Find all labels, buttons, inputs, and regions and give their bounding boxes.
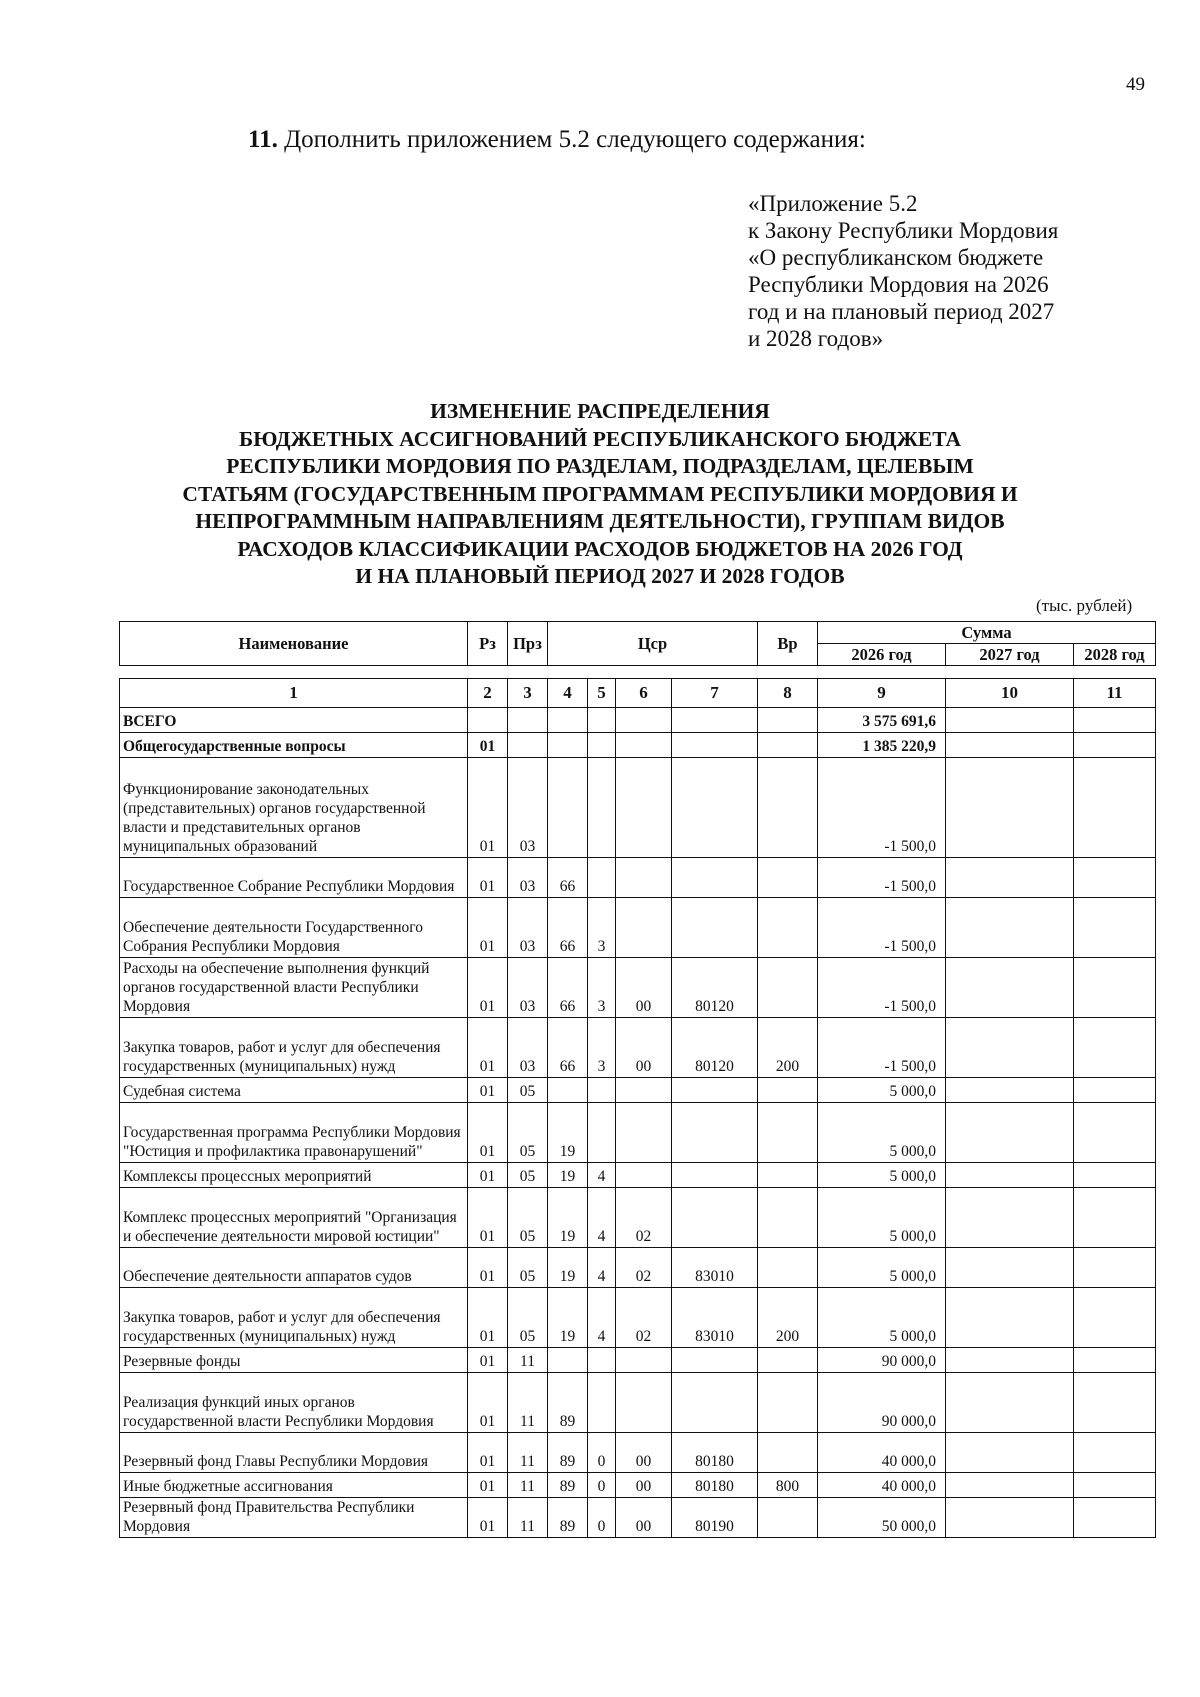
cell-sum-2028 [1074, 1018, 1156, 1078]
cell-sum-2027 [946, 898, 1074, 958]
cell-prz [508, 733, 548, 758]
document-title [130, 398, 1070, 591]
appendix-line: год и на плановый период 2027 [748, 299, 1055, 324]
cell-rz: 01 [468, 1018, 508, 1078]
cell-csr-program: 89 [548, 1498, 588, 1538]
cell-csr-subprogram [616, 1348, 672, 1373]
title-line: СТАТЬЯМ (ГОСУДАРСТВЕННЫМ ПРОГРАММАМ РЕСПУБЛИКИ МОРДОВИЯ И [182, 481, 1018, 506]
intro-number: 11. [248, 126, 278, 153]
header-2027: 2027 год [946, 644, 1074, 666]
cell-csr-subprogram [616, 1078, 672, 1103]
cell-csr-type: 3 [588, 958, 616, 1018]
row-name: Общегосударственные вопросы [120, 733, 468, 758]
table-row [120, 1473, 1156, 1498]
header-name: Наименование [120, 622, 468, 666]
cell-csr-type: 0 [588, 1498, 616, 1538]
cell-csr-program: 19 [548, 1163, 588, 1188]
cell-rz: 01 [468, 858, 508, 898]
cell-sum-2028 [1074, 898, 1156, 958]
cell-sum-2026: 1 385 220,9 [818, 733, 946, 758]
cell-csr-program: 89 [548, 1473, 588, 1498]
cell-sum-2028 [1074, 1078, 1156, 1103]
cell-sum-2027 [946, 1288, 1074, 1348]
cell-prz: 03 [508, 758, 548, 858]
table-row [120, 1188, 1156, 1248]
cell-prz: 03 [508, 1018, 548, 1078]
row-name: ВСЕГО [120, 708, 468, 733]
cell-csr-program: 66 [548, 858, 588, 898]
row-name: Расходы на обеспечение выполнения функций органов государственной власти Республики Мордовия [120, 958, 468, 1018]
cell-sum-2026: 5 000,0 [818, 1188, 946, 1248]
table-row [120, 1348, 1156, 1373]
cell-csr-direction: 80180 [672, 1473, 758, 1498]
cell-rz: 01 [468, 1103, 508, 1163]
cell-prz: 11 [508, 1373, 548, 1433]
cell-vr [758, 1188, 818, 1248]
cell-sum-2028 [1074, 858, 1156, 898]
cell-csr-type: 3 [588, 1018, 616, 1078]
cell-sum-2028 [1074, 1288, 1156, 1348]
column-number: 1 [120, 679, 468, 708]
table-row [120, 1288, 1156, 1348]
cell-csr-direction: 83010 [672, 1288, 758, 1348]
row-name: Резервные фонды [120, 1348, 468, 1373]
cell-csr-type [588, 1103, 616, 1163]
table-row [120, 733, 1156, 758]
cell-sum-2026: -1 500,0 [818, 898, 946, 958]
column-number: 8 [758, 679, 818, 708]
column-number: 9 [818, 679, 946, 708]
cell-sum-2026: -1 500,0 [818, 858, 946, 898]
appendix-header [748, 190, 1168, 352]
cell-sum-2026: 5 000,0 [818, 1163, 946, 1188]
cell-vr [758, 1103, 818, 1163]
title-line: РАСХОДОВ КЛАССИФИКАЦИИ РАСХОДОВ БЮДЖЕТОВ НА 2026 ГОД [237, 536, 963, 561]
cell-sum-2028 [1074, 758, 1156, 858]
cell-sum-2028 [1074, 1348, 1156, 1373]
cell-vr [758, 708, 818, 733]
cell-sum-2028 [1074, 1103, 1156, 1163]
column-number: 5 [588, 679, 616, 708]
cell-sum-2027 [946, 1348, 1074, 1373]
cell-csr-subprogram [616, 898, 672, 958]
cell-csr-type: 0 [588, 1433, 616, 1473]
cell-csr-program [548, 708, 588, 733]
cell-prz: 03 [508, 858, 548, 898]
table-row [120, 1248, 1156, 1288]
page-number: 49 [1126, 74, 1145, 95]
cell-sum-2026: 3 575 691,6 [818, 708, 946, 733]
header-rz: Рз [468, 622, 508, 666]
cell-csr-program: 66 [548, 958, 588, 1018]
cell-rz: 01 [468, 1188, 508, 1248]
cell-csr-subprogram [616, 733, 672, 758]
column-number: 6 [616, 679, 672, 708]
cell-vr [758, 1433, 818, 1473]
cell-csr-subprogram [616, 758, 672, 858]
table-row [120, 1498, 1156, 1538]
cell-sum-2027 [946, 733, 1074, 758]
cell-csr-program [548, 758, 588, 858]
column-number: 3 [508, 679, 548, 708]
column-numbers-row [120, 679, 1156, 708]
appendix-line: «Приложение 5.2 [748, 191, 918, 216]
cell-vr [758, 1248, 818, 1288]
cell-sum-2027 [946, 1188, 1074, 1248]
cell-csr-subprogram: 00 [616, 1018, 672, 1078]
title-line: И НА ПЛАНОВЫЙ ПЕРИОД 2027 И 2028 ГОДОВ [355, 564, 845, 588]
cell-csr-direction: 83010 [672, 1248, 758, 1288]
table-header [119, 621, 1156, 666]
cell-csr-type: 0 [588, 1473, 616, 1498]
row-name: Резервный фонд Правительства Республики Мордовия [120, 1498, 468, 1538]
cell-sum-2028 [1074, 1163, 1156, 1188]
cell-csr-program: 89 [548, 1433, 588, 1473]
cell-csr-direction [672, 708, 758, 733]
cell-sum-2027 [946, 1498, 1074, 1538]
title-line: ИЗМЕНЕНИЕ РАСПРЕДЕЛЕНИЯ [430, 399, 770, 423]
cell-vr [758, 1348, 818, 1373]
cell-vr [758, 733, 818, 758]
appendix-line: и 2028 годов» [748, 326, 884, 351]
cell-csr-type [588, 758, 616, 858]
column-number: 10 [946, 679, 1074, 708]
cell-rz: 01 [468, 1078, 508, 1103]
cell-rz: 01 [468, 1433, 508, 1473]
cell-rz: 01 [468, 1373, 508, 1433]
cell-vr [758, 1498, 818, 1538]
cell-csr-program [548, 1078, 588, 1103]
cell-csr-subprogram: 00 [616, 1473, 672, 1498]
cell-csr-subprogram [616, 1163, 672, 1188]
cell-vr: 200 [758, 1018, 818, 1078]
row-name: Комплекс процессных мероприятий "Организация и обеспечение деятельности мировой юстиции" [120, 1188, 468, 1248]
row-name: Обеспечение деятельности аппаратов судов [120, 1248, 468, 1288]
cell-csr-type [588, 858, 616, 898]
cell-vr [758, 1373, 818, 1433]
cell-csr-direction: 80190 [672, 1498, 758, 1538]
row-name: Комплексы процессных мероприятий [120, 1163, 468, 1188]
cell-sum-2027 [946, 1433, 1074, 1473]
cell-sum-2026: 40 000,0 [818, 1473, 946, 1498]
cell-prz: 11 [508, 1473, 548, 1498]
cell-sum-2027 [946, 1078, 1074, 1103]
table-row [120, 1163, 1156, 1188]
cell-prz: 11 [508, 1433, 548, 1473]
table-row [120, 758, 1156, 858]
cell-sum-2027 [946, 1103, 1074, 1163]
cell-csr-direction [672, 898, 758, 958]
row-name: Функционирование законодательных (представительных) органов государственной власти и представительных органов муниципальных образований [120, 758, 468, 858]
row-name: Государственное Собрание Республики Мордовия [120, 858, 468, 898]
cell-prz: 03 [508, 898, 548, 958]
table-row [120, 1018, 1156, 1078]
cell-csr-subprogram: 02 [616, 1288, 672, 1348]
cell-rz: 01 [468, 1498, 508, 1538]
cell-sum-2028 [1074, 1188, 1156, 1248]
cell-prz: 05 [508, 1163, 548, 1188]
cell-csr-subprogram: 00 [616, 958, 672, 1018]
cell-csr-program [548, 733, 588, 758]
cell-sum-2028 [1074, 1248, 1156, 1288]
cell-csr-direction [672, 1348, 758, 1373]
cell-vr [758, 1078, 818, 1103]
cell-csr-direction [672, 1188, 758, 1248]
cell-csr-direction [672, 1103, 758, 1163]
cell-csr-direction [672, 758, 758, 858]
header-sum: Сумма [818, 622, 1156, 644]
cell-sum-2026: 40 000,0 [818, 1433, 946, 1473]
cell-sum-2027 [946, 958, 1074, 1018]
cell-vr: 200 [758, 1288, 818, 1348]
cell-prz: 05 [508, 1078, 548, 1103]
cell-csr-type: 3 [588, 898, 616, 958]
cell-rz: 01 [468, 1163, 508, 1188]
cell-prz: 03 [508, 958, 548, 1018]
table-row [120, 1373, 1156, 1433]
cell-csr-type [588, 733, 616, 758]
cell-rz: 01 [468, 1288, 508, 1348]
row-name: Обеспечение деятельности Государственного Собрания Республики Мордовия [120, 898, 468, 958]
cell-csr-program: 19 [548, 1188, 588, 1248]
cell-csr-subprogram: 02 [616, 1188, 672, 1248]
header-2028: 2028 год [1074, 644, 1156, 666]
title-line: БЮДЖЕТНЫХ АССИГНОВАНИЙ РЕСПУБЛИКАНСКОГО БЮДЖЕТА [239, 426, 961, 451]
cell-csr-subprogram: 02 [616, 1248, 672, 1288]
cell-rz: 01 [468, 1348, 508, 1373]
row-name: Иные бюджетные ассигнования [120, 1473, 468, 1498]
intro-paragraph [248, 126, 866, 154]
cell-csr-direction [672, 1163, 758, 1188]
cell-csr-type [588, 1373, 616, 1433]
cell-csr-subprogram [616, 708, 672, 733]
cell-rz [468, 708, 508, 733]
column-number: 7 [672, 679, 758, 708]
cell-rz: 01 [468, 898, 508, 958]
cell-sum-2028 [1074, 1373, 1156, 1433]
cell-sum-2028 [1074, 958, 1156, 1018]
cell-prz: 11 [508, 1348, 548, 1373]
title-line: НЕПРОГРАММНЫМ НАПРАВЛЕНИЯМ ДЕЯТЕЛЬНОСТИ), ГРУППАМ ВИДОВ [195, 509, 1005, 533]
table-row [120, 958, 1156, 1018]
cell-csr-type: 4 [588, 1188, 616, 1248]
cell-csr-subprogram: 00 [616, 1433, 672, 1473]
column-number: 4 [548, 679, 588, 708]
cell-csr-type [588, 1078, 616, 1103]
cell-prz: 11 [508, 1498, 548, 1538]
header-vr: Вр [758, 622, 818, 666]
cell-prz: 05 [508, 1188, 548, 1248]
header-2026: 2026 год [818, 644, 946, 666]
cell-csr-type: 4 [588, 1288, 616, 1348]
cell-sum-2028 [1074, 1433, 1156, 1473]
column-number: 2 [468, 679, 508, 708]
appendix-line: Республики Мордовия на 2026 [748, 272, 1049, 297]
cell-sum-2028 [1074, 708, 1156, 733]
table-row [120, 1078, 1156, 1103]
cell-sum-2027 [946, 758, 1074, 858]
cell-csr-program: 19 [548, 1288, 588, 1348]
cell-vr [758, 898, 818, 958]
cell-csr-program: 19 [548, 1248, 588, 1288]
cell-sum-2026: 50 000,0 [818, 1498, 946, 1538]
cell-vr [758, 1163, 818, 1188]
cell-prz: 05 [508, 1288, 548, 1348]
cell-sum-2027 [946, 1473, 1074, 1498]
cell-csr-subprogram [616, 858, 672, 898]
cell-sum-2026: -1 500,0 [818, 758, 946, 858]
row-name: Реализация функций иных органов государственной власти Республики Мордовия [120, 1373, 468, 1433]
title-line: РЕСПУБЛИКИ МОРДОВИЯ ПО РАЗДЕЛАМ, ПОДРАЗДЕЛАМ, ЦЕЛЕВЫМ [226, 454, 974, 478]
row-name: Судебная система [120, 1078, 468, 1103]
cell-sum-2027 [946, 708, 1074, 733]
table-row [120, 858, 1156, 898]
cell-prz: 05 [508, 1248, 548, 1288]
row-name: Закупка товаров, работ и услуг для обеспечения государственных (муниципальных) нужд [120, 1288, 468, 1348]
cell-csr-program: 66 [548, 898, 588, 958]
cell-sum-2027 [946, 858, 1074, 898]
appendix-line: «О республиканском бюджете [748, 245, 1044, 270]
cell-prz: 05 [508, 1103, 548, 1163]
budget-table [119, 678, 1156, 1538]
cell-csr-subprogram [616, 1373, 672, 1433]
cell-sum-2027 [946, 1018, 1074, 1078]
cell-csr-program: 66 [548, 1018, 588, 1078]
cell-prz [508, 708, 548, 733]
row-name: Закупка товаров, работ и услуг для обеспечения государственных (муниципальных) нужд [120, 1018, 468, 1078]
cell-sum-2026: -1 500,0 [818, 1018, 946, 1078]
appendix-line: к Закону Республики Мордовия [748, 218, 1059, 243]
cell-sum-2026: -1 500,0 [818, 958, 946, 1018]
cell-vr [758, 758, 818, 858]
table-row [120, 708, 1156, 733]
header-csr: Цср [548, 622, 758, 666]
cell-sum-2026: 5 000,0 [818, 1288, 946, 1348]
cell-csr-direction [672, 733, 758, 758]
cell-csr-program [548, 1348, 588, 1373]
cell-csr-subprogram: 00 [616, 1498, 672, 1538]
cell-sum-2026: 90 000,0 [818, 1348, 946, 1373]
cell-csr-type: 4 [588, 1163, 616, 1188]
cell-csr-subprogram [616, 1103, 672, 1163]
cell-rz: 01 [468, 958, 508, 1018]
cell-csr-program: 19 [548, 1103, 588, 1163]
cell-csr-type [588, 1348, 616, 1373]
cell-sum-2026: 5 000,0 [818, 1103, 946, 1163]
cell-sum-2027 [946, 1373, 1074, 1433]
cell-sum-2026: 90 000,0 [818, 1373, 946, 1433]
table-row [120, 1103, 1156, 1163]
cell-sum-2028 [1074, 733, 1156, 758]
row-name: Резервный фонд Главы Республики Мордовия [120, 1433, 468, 1473]
cell-rz: 01 [468, 733, 508, 758]
row-name: Государственная программа Республики Мордовия "Юстиция и профилактика правонарушений" [120, 1103, 468, 1163]
units-label: (тыс. рублей) [1036, 596, 1133, 615]
cell-csr-direction: 80120 [672, 958, 758, 1018]
cell-csr-direction [672, 858, 758, 898]
cell-sum-2026: 5 000,0 [818, 1248, 946, 1288]
cell-sum-2028 [1074, 1498, 1156, 1538]
cell-csr-direction [672, 1373, 758, 1433]
cell-rz: 01 [468, 1248, 508, 1288]
cell-rz: 01 [468, 1473, 508, 1498]
cell-csr-direction [672, 1078, 758, 1103]
cell-csr-type: 4 [588, 1248, 616, 1288]
cell-sum-2027 [946, 1163, 1074, 1188]
intro-text: Дополнить приложением 5.2 следующего содержания: [284, 126, 866, 153]
cell-vr [758, 858, 818, 898]
column-number: 11 [1074, 679, 1156, 708]
table-row [120, 1433, 1156, 1473]
cell-vr [758, 958, 818, 1018]
cell-csr-type [588, 708, 616, 733]
cell-sum-2027 [946, 1248, 1074, 1288]
cell-csr-direction: 80180 [672, 1433, 758, 1473]
cell-rz: 01 [468, 758, 508, 858]
table-row [120, 898, 1156, 958]
cell-sum-2026: 5 000,0 [818, 1078, 946, 1103]
cell-csr-program: 89 [548, 1373, 588, 1433]
header-prz: Прз [508, 622, 548, 666]
cell-sum-2028 [1074, 1473, 1156, 1498]
cell-vr: 800 [758, 1473, 818, 1498]
cell-csr-direction: 80120 [672, 1018, 758, 1078]
